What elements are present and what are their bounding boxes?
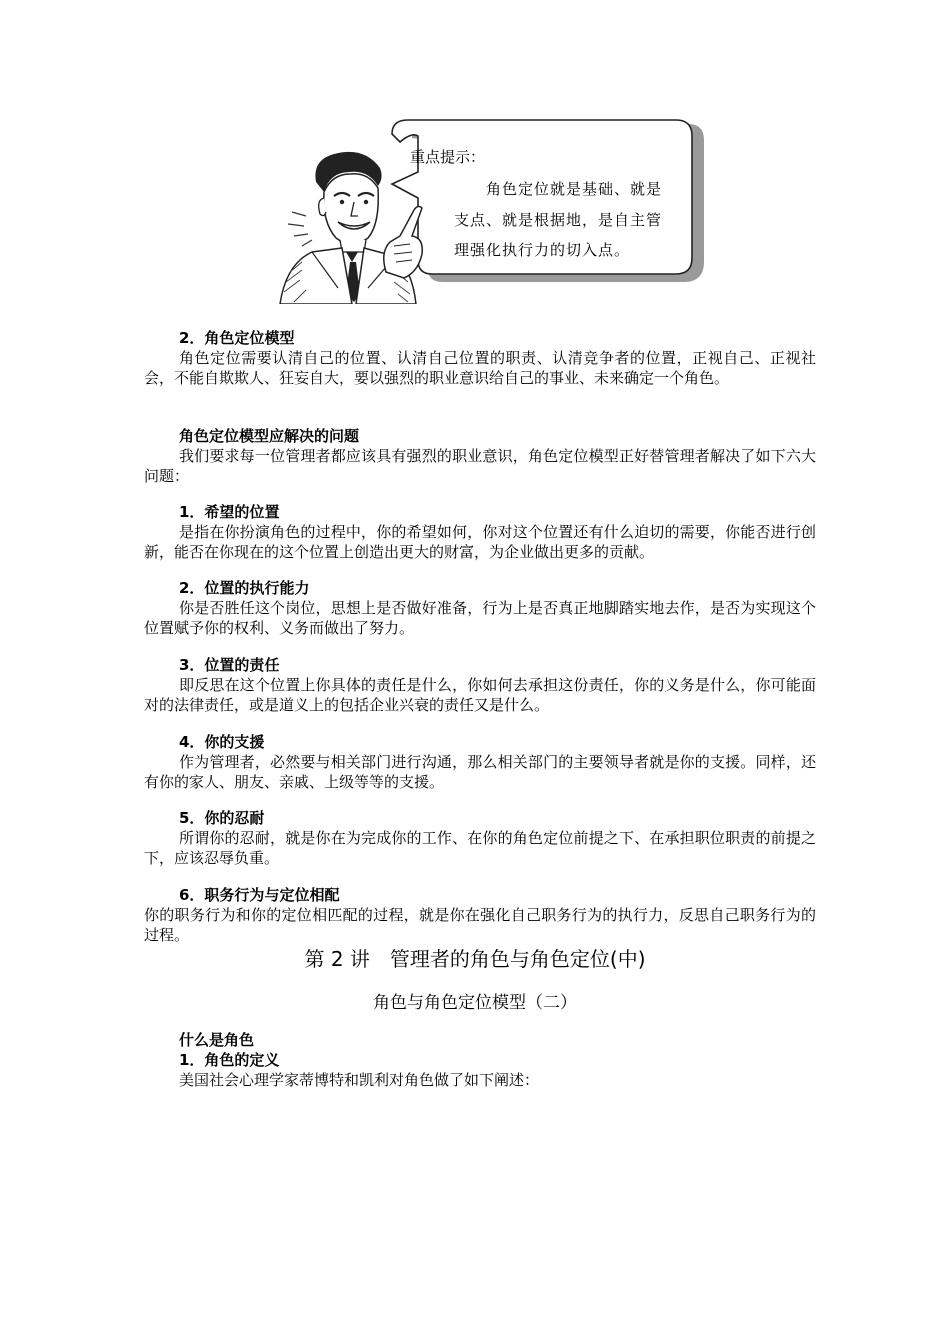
lecture-title: 第 2 讲 管理者的角色与角色定位(中) bbox=[304, 947, 646, 971]
item-body: 是指在你扮演角色的过程中，你的希望如何，你对这个位置还有什么迫切的需要，你能否进行创新，能否在你现在的这个位置上创造出更大的财富，为企业做出更多的贡献。 bbox=[144, 523, 816, 561]
item-heading: 2．位置的执行能力 bbox=[179, 579, 310, 597]
section-heading: 什么是角色 bbox=[179, 1031, 255, 1049]
item-body: 所谓你的忍耐，就是你在为完成你的工作、在你的角色定位前提之下、在承担职位职责的前提之下，应该忍辱负重。 bbox=[144, 829, 816, 867]
section-role-model bbox=[144, 328, 816, 388]
list-item bbox=[144, 578, 816, 638]
paragraph: 我们要求每一位管理者都应该具有强烈的职业意识，角色定位模型正好替管理者解决了如下六大问题： bbox=[144, 447, 816, 485]
item-heading: 1．希望的位置 bbox=[179, 503, 280, 521]
callout-line: 支点、就是根据地，是自主管 bbox=[454, 211, 663, 229]
list-item bbox=[144, 502, 816, 562]
item-body: 你的职务行为和你的定位相匹配的过程，就是你在强化自己职务行为的执行力，反思自己职务行为的过程。 bbox=[144, 906, 816, 944]
callout-line: 角色定位就是基础、就是 bbox=[486, 180, 663, 198]
illustration-pointing-man bbox=[272, 112, 704, 304]
list-item bbox=[144, 808, 816, 868]
paragraph: 美国社会心理学家蒂博特和凯利对角色做了如下阐述： bbox=[179, 1071, 540, 1089]
list-item bbox=[144, 655, 816, 715]
callout-line: 理强化执行力的切入点。 bbox=[454, 241, 631, 259]
item-body: 即反思在这个位置上你具体的责任是什么，你如何去承担这份责任，你的义务是什么，你可能面对的法律责任，或是道义上的包括企业兴衰的责任又是什么。 bbox=[144, 676, 816, 714]
sub-heading: 1．角色的定义 bbox=[179, 1051, 280, 1069]
item-heading: 6．职务行为与定位相配 bbox=[179, 886, 340, 904]
section-what-is-role bbox=[144, 1030, 816, 1090]
section-heading: 角色定位模型应解决的问题 bbox=[179, 427, 360, 445]
paragraph: 角色定位需要认清自己的位置、认清自己位置的职责、认清竞争者的位置，正视自己、正视社会，不能自欺欺人、狂妄自大，要以强烈的职业意识给自己的事业、未来确定一个角色。 bbox=[144, 349, 816, 387]
lecture-subtitle: 角色与角色定位模型（二） bbox=[373, 993, 577, 1013]
section-heading: 2．角色定位模型 bbox=[179, 329, 295, 347]
list-item bbox=[144, 732, 816, 792]
section-problems bbox=[144, 426, 816, 486]
item-heading: 4．你的支援 bbox=[179, 733, 265, 751]
pointing-man-drawing bbox=[272, 112, 704, 304]
callout-title: 重点提示： bbox=[410, 148, 486, 166]
list-item bbox=[144, 885, 816, 945]
item-heading: 3．位置的责任 bbox=[179, 656, 280, 674]
item-heading: 5．你的忍耐 bbox=[179, 809, 265, 827]
item-body: 你是否胜任这个岗位，思想上是否做好准备，行为上是否真正地脚踏实地去作，是否为实现这个位置赋予你的权利、义务而做出了努力。 bbox=[144, 599, 816, 637]
item-body: 作为管理者，必然要与相关部门进行沟通，那么相关部门的主要领导者就是你的支援。同样，还有你的家人、朋友、亲戚、上级等等的支援。 bbox=[144, 753, 816, 791]
